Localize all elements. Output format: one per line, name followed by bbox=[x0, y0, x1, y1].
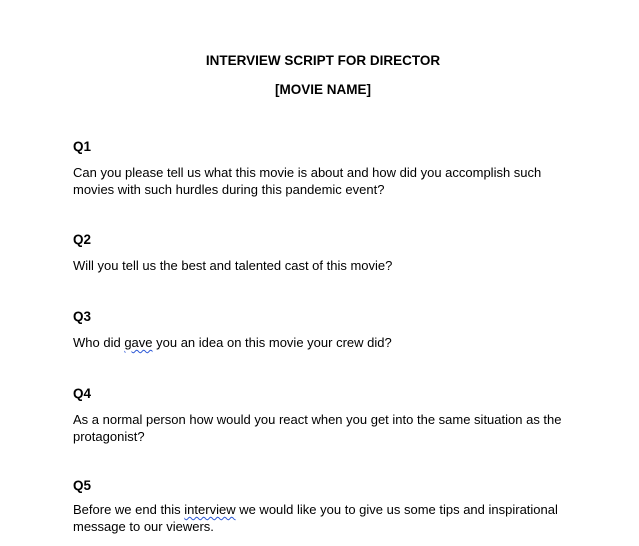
question-text-q5 bbox=[73, 502, 563, 535]
document-subtitle: [MOVIE NAME] bbox=[275, 82, 371, 97]
question-text-q3-part2: you an idea on this movie your crew did? bbox=[152, 335, 392, 350]
question-label-q4: Q4 bbox=[73, 386, 92, 401]
question-text-q3-part1: Who did bbox=[73, 335, 125, 350]
document-title: INTERVIEW SCRIPT FOR DIRECTOR bbox=[205, 53, 441, 68]
question-text-q4: As a normal person how would you react when you get into the same situation as the protagonist? bbox=[73, 412, 562, 444]
spellcheck-flagged-word[interactable]: gave bbox=[124, 335, 153, 350]
spellcheck-flagged-word[interactable]: interview bbox=[184, 502, 236, 517]
question-text-q5-part2: we would like you to give us some tips and inspirational message to our viewers. bbox=[73, 502, 558, 534]
question-label-q3: Q3 bbox=[73, 309, 92, 324]
question-label-q2: Q2 bbox=[73, 232, 92, 247]
question-label-q5: Q5 bbox=[73, 478, 92, 493]
question-text-q1: Can you please tell us what this movie is about and how did you accomplish such movies with such hurdles during this pandemic event? bbox=[73, 165, 542, 197]
question-label-q1: Q1 bbox=[73, 139, 92, 154]
question-text-q2: Will you tell us the best and talented cast of this movie? bbox=[73, 258, 393, 273]
question-text-q3 bbox=[73, 335, 573, 352]
question-text-q5-part1: Before we end this bbox=[73, 502, 185, 517]
